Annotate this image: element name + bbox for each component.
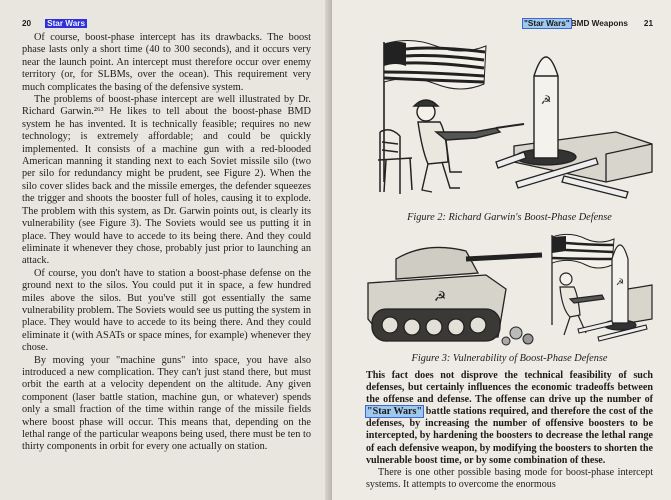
left-page xyxy=(0,0,331,500)
paragraph-text: This fact does not disprove the technical feasibility of such defenses, but certainly influences the economic tradeoffs between the offense and defense. The offense can drive up the number of xyxy=(366,370,653,406)
figure-3-caption: Figure 3: Vulnerability of Boost-Phase Defense xyxy=(411,353,608,364)
paragraph: The problems of boost-phase intercept are well illustrated by Dr. Richard Garwin.²⁶³ He likes to tell about the boost-phase BMD system he has invented. It is technically feasible; requires no new technology; is extremely affordable; and could be quickly implemented. It consists of a machine gun with a red-blooded American manning it standing next to each Soviet missile silo (two per silo for redundancy might be prudent, see Figure 2). When the silo cover slides back and the missile emerges, the defender squeezes the trigger and shoots the booster full of holes, causing it to explode. The problem with this system, as Dr. Garwin points out, is clearly its vulnerability (see Figure 3). The Soviets would see us putting it in place. They would have to accede to its being there. And they could eliminate it whenever they chose, probably just prior to launching an attack. xyxy=(22,94,311,267)
page-number: 21 xyxy=(643,18,653,28)
search-highlight: "Star Wars" xyxy=(367,406,423,418)
figure-2-caption: Figure 2: Richard Garwin's Boost-Phase Defense xyxy=(407,212,612,223)
paragraph xyxy=(366,370,653,467)
soldier-with-machine-gun xyxy=(414,100,524,192)
paragraph: By moving your "machine guns" into space, you have also introduced a new complication. They can't just stand there, but must orbit the earth at a velocity dependent on the altitude. Any given component (laser battle station, machine gun, or whatever) spends only a small fraction of the time within range of the missile fields where boost phase will occur. This means that, depending on the lethal range of the particular weapons being used, there must be ten to thirty components in orbit for every one actually on station. xyxy=(22,354,311,453)
soviet-missile-drawing xyxy=(612,245,628,323)
svg-text:☭: ☭ xyxy=(540,93,552,107)
right-header xyxy=(366,14,653,32)
silo-struts xyxy=(578,321,647,341)
left-header xyxy=(22,14,311,32)
running-head: BMD Weapons xyxy=(570,18,628,28)
paragraph: Of course, boost-phase intercept has its drawbacks. The boost phase lasts only a short time (40 to 300 seconds), and it occurs very near the launch point. An intercept must therefore occur over enemy territory (or, for SLBMs, over the ocean). This requirement very much complicates the basing of the defensive system. xyxy=(22,32,311,93)
paragraph-text: battle stations required, and therefore the cost of the defenses, by increasing the number of offensive boosters to be intercepted, by hardening the boosters to decrease the lethal range of each defensive weapon, by modifying the boosters to shorten the vulnerable boost time, or by some combination of these. xyxy=(366,406,653,466)
figure-2-illustration xyxy=(366,32,653,208)
svg-text:☭: ☭ xyxy=(615,278,625,288)
paragraph: Of course, you don't have to station a boost-phase defense on the ground next to the silos. You could put it in space, a few hundred miles above the silos. But you've still got essentially the same vulnerability problem. The Soviets would see us putting the system in place. They would have to accede to its being there. And they could eliminate it (with ASATs or space mines, for example) whenever they chose. xyxy=(22,267,311,354)
svg-text:☭: ☭ xyxy=(433,289,447,305)
rubble-drawing xyxy=(502,327,533,345)
right-page xyxy=(332,0,671,500)
running-head-highlight: Star Wars xyxy=(47,18,86,28)
paragraph: There is one other possible basing mode for boost-phase intercept systems. It attempts to overcome the enormous xyxy=(366,466,653,490)
left-body-text xyxy=(22,32,311,454)
running-head-highlight: "Star Wars" xyxy=(524,18,570,28)
figure-3-illustration xyxy=(366,229,653,349)
soviet-missile-drawing xyxy=(534,57,558,158)
chair-drawing xyxy=(378,130,412,194)
right-body-text xyxy=(366,370,653,491)
page-number: 20 xyxy=(22,18,32,28)
